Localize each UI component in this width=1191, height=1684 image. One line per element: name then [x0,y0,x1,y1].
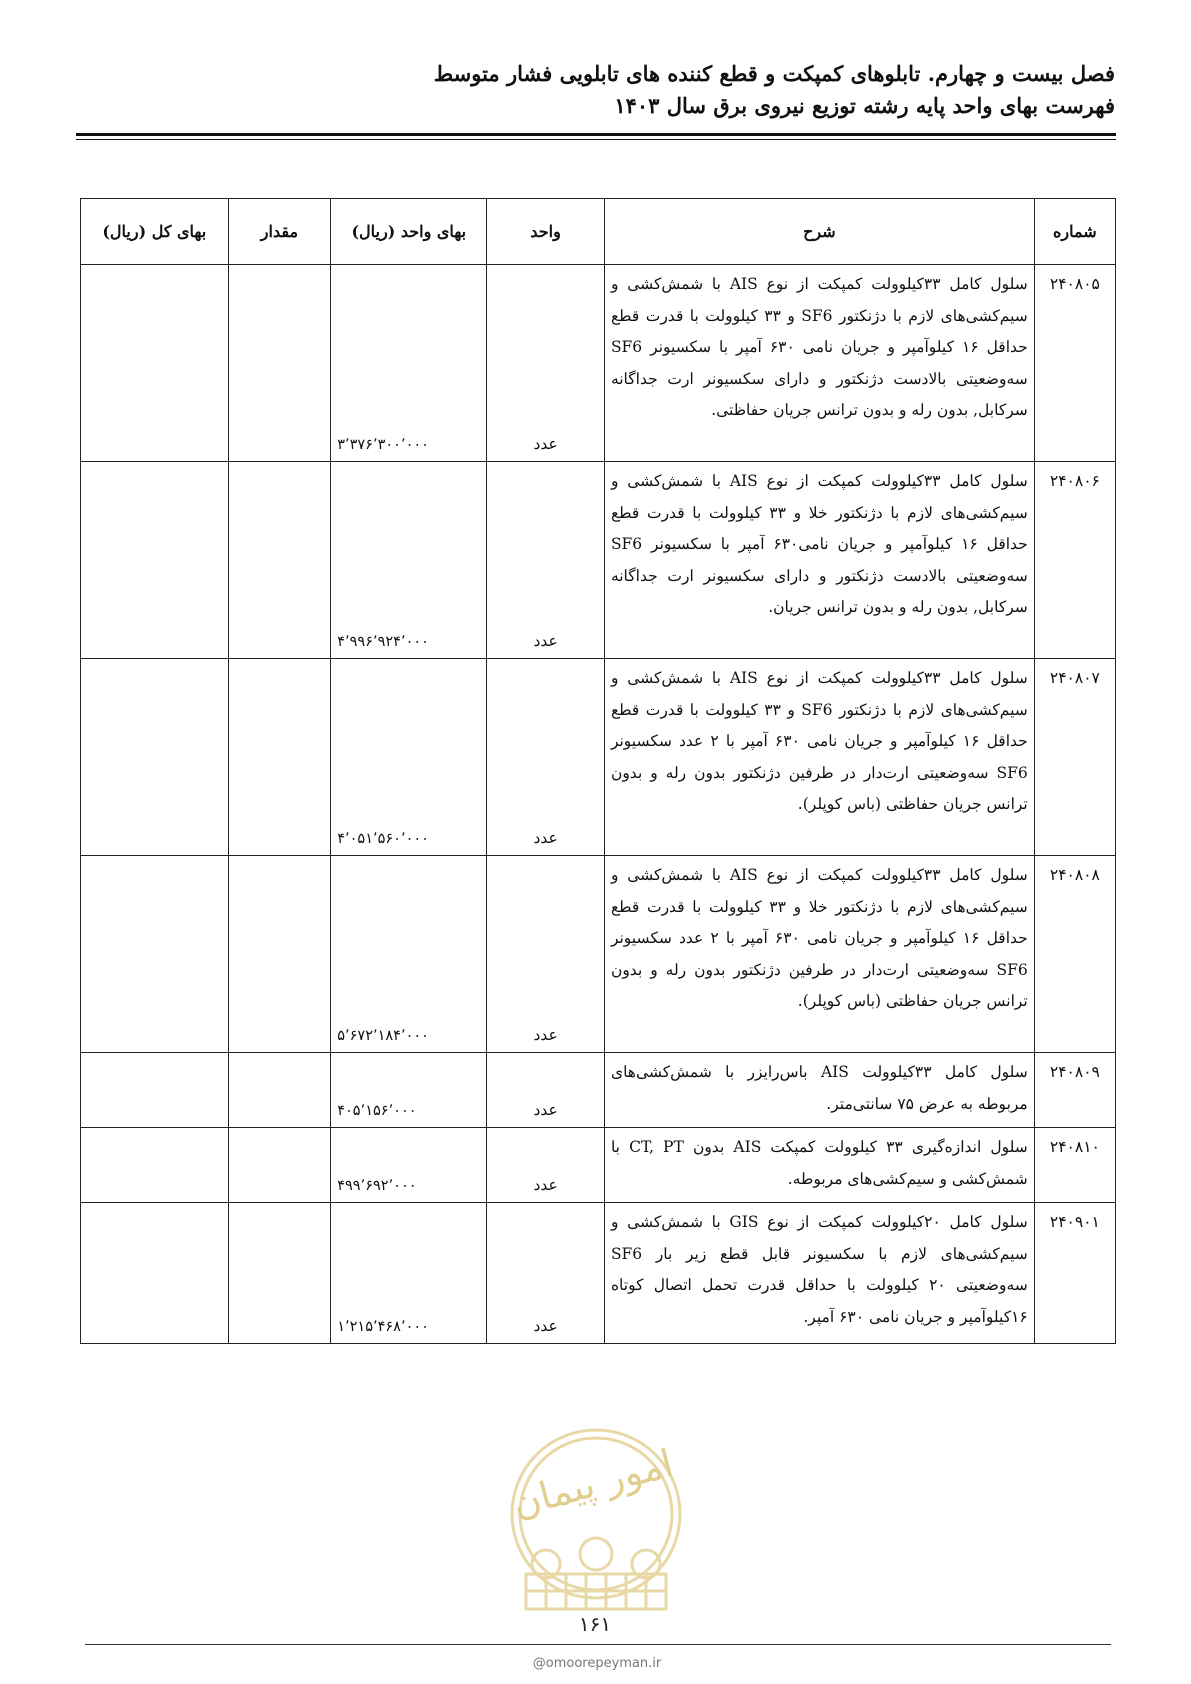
item-unit: عدد [487,1128,605,1203]
item-unit-price [331,1053,487,1128]
website-credit: @omoorepeyman.ir [532,1656,662,1671]
column-header-number: شماره [1034,199,1115,265]
item-description: سلول کامل ۳۳کیلوولت کمپکت از نوع AIS با شمش‌کشی و سیم‌کشی‌های لازم با دژنکتور SF6 و ۳۳ کیلوولت با قدرت قطع حداقل ۱۶ کیلوآمپر و جریان نامی ۶۳۰ آمپر با سکسیونر SF6 سه‌وضعیتی بالادست دژنکتور و دارای سکسیونر ارت جداگانه سرکابل, بدون رله و بدون ترانس جریان حفاظتی. [604,265,1034,462]
table-row [81,265,1116,462]
seal-text: امور پیمان [507,1440,678,1526]
item-quantity [228,659,331,856]
item-description: سلول اندازه‌گیری ۳۳ کیلوولت کمپکت AIS بدون CT, PT با شمش‌کشی و سیم‌کشی‌های مربوطه. [604,1128,1034,1203]
item-description: سلول کامل ۳۳کیلوولت کمپکت از نوع AIS با شمش‌کشی و سیم‌کشی‌های لازم با دژنکتور خلا و ۳۳ کیلوولت با قدرت قطع حداقل ۱۶ کیلوآمپر و جریان نامی ۶۳۰ آمپر با ۲ عدد سکسیونر SF6 سه‌وضعیتی ارت‌دار در طرفین دژنکتور بدون رله و بدون ترانس جریان حفاظتی (باس کوپلر). [604,856,1034,1053]
table-row [81,856,1116,1053]
item-quantity [228,462,331,659]
column-header-description: شرح [604,199,1034,265]
item-unit-price [331,462,487,659]
item-total-price [81,462,229,659]
unit-price-value: ۴۰۵٬۱۵۶٬۰۰۰ [337,1103,417,1119]
table-row [81,462,1116,659]
item-number: ۲۴۰۹۰۱ [1034,1203,1115,1344]
item-unit: عدد [487,659,605,856]
item-total-price [81,265,229,462]
table-header-row [81,199,1116,265]
item-total-price [81,1053,229,1128]
item-description: سلول کامل ۲۰کیلوولت کمپکت از نوع GIS با شمش‌کشی و سیم‌کشی‌های لازم با سکسیونر قابل قطع زیر بار SF6 سه‌وضعیتی ۲۰ کیلوولت با حداقل قدرت تحمل اتصال کوتاه ۱۶کیلوآمپر و جریان نامی ۶۳۰ آمپر. [604,1203,1034,1344]
price-list-title: فهرست بهای واحد پایه رشته توزیع نیروی برق سال ۱۴۰۳ [614,93,1115,118]
table-row [81,659,1116,856]
table-row [81,1053,1116,1128]
item-unit: عدد [487,856,605,1053]
column-header-total-price: بهای کل (ریال) [81,199,229,265]
column-header-unit: واحد [487,199,605,265]
item-unit: عدد [487,265,605,462]
header-rule-thin [76,139,1116,140]
unit-price-value: ۱٬۲۱۵٬۴۶۸٬۰۰۰ [337,1319,429,1335]
unit-price-value: ۴٬۹۹۶٬۹۲۴٬۰۰۰ [337,634,429,650]
item-quantity [228,265,331,462]
header-rule-thick [76,133,1116,136]
item-number: ۲۴۰۸۰۷ [1034,659,1115,856]
unit-price-value: ۴٬۰۵۱٬۵۶۰٬۰۰۰ [337,831,429,847]
item-description: سلول کامل ۳۳کیلوولت کمپکت از نوع AIS با شمش‌کشی و سیم‌کشی‌های لازم با دژنکتور خلا و ۳۳ کیلوولت با قدرت قطع حداقل ۱۶ کیلوآمپر و جریان نامی۶۳۰ آمپر با سکسیونر SF6 سه‌وضعیتی بالادست دژنکتور و دارای سکسیونر ارت جداگانه سرکابل, بدون رله و بدون ترانس جریان. [604,462,1034,659]
item-description: سلول کامل ۳۳کیلوولت کمپکت از نوع AIS با شمش‌کشی و سیم‌کشی‌های لازم با دژنکتور SF6 و ۳۳ کیلوولت با قدرت قطع حداقل ۱۶ کیلوآمپر و جریان نامی ۶۳۰ آمپر با ۲ عدد سکسیونر SF6 سه‌وضعیتی ارت‌دار در طرفین دژنکتور بدون رله و بدون ترانس جریان حفاظتی (باس کوپلر). [604,659,1034,856]
item-number: ۲۴۰۸۱۰ [1034,1128,1115,1203]
table-row [81,1203,1116,1344]
item-quantity [228,1128,331,1203]
unit-price-value: ۳٬۳۷۶٬۳۰۰٬۰۰۰ [337,437,429,453]
item-total-price [81,856,229,1053]
item-description: سلول کامل ۳۳کیلوولت AIS باس‌رایزر با شمش‌کشی‌های مربوطه به عرض ۷۵ سانتی‌متر. [604,1053,1034,1128]
column-header-quantity: مقدار [228,199,331,265]
item-quantity [228,1053,331,1128]
item-number: ۲۴۰۸۰۶ [1034,462,1115,659]
item-number: ۲۴۰۸۰۹ [1034,1053,1115,1128]
column-header-unit-price: بهای واحد (ریال) [331,199,487,265]
footer-rule [85,1644,1111,1645]
item-unit-price [331,1128,487,1203]
item-quantity [228,856,331,1053]
item-total-price [81,659,229,856]
item-total-price [81,1128,229,1203]
page-number: ۱۶۱ [578,1612,612,1636]
unit-price-value: ۵٬۶۷۲٬۱۸۴٬۰۰۰ [337,1028,429,1044]
price-table [80,198,1116,1344]
unit-price-value: ۴۹۹٬۶۹۲٬۰۰۰ [337,1178,417,1194]
item-unit: عدد [487,1203,605,1344]
table-row [81,1128,1116,1203]
item-quantity [228,1203,331,1344]
chapter-title: فصل بیست و چهارم. تابلوهای کمپکت و قطع کننده های تابلویی فشار متوسط [433,61,1115,86]
item-unit: عدد [487,1053,605,1128]
item-number: ۲۴۰۸۰۸ [1034,856,1115,1053]
item-unit: عدد [487,462,605,659]
item-unit-price [331,856,487,1053]
item-number: ۲۴۰۸۰۵ [1034,265,1115,462]
item-unit-price [331,1203,487,1344]
item-unit-price [331,265,487,462]
page-header [75,58,1115,122]
seal-watermark-icon [506,1424,686,1624]
item-unit-price [331,659,487,856]
item-total-price [81,1203,229,1344]
